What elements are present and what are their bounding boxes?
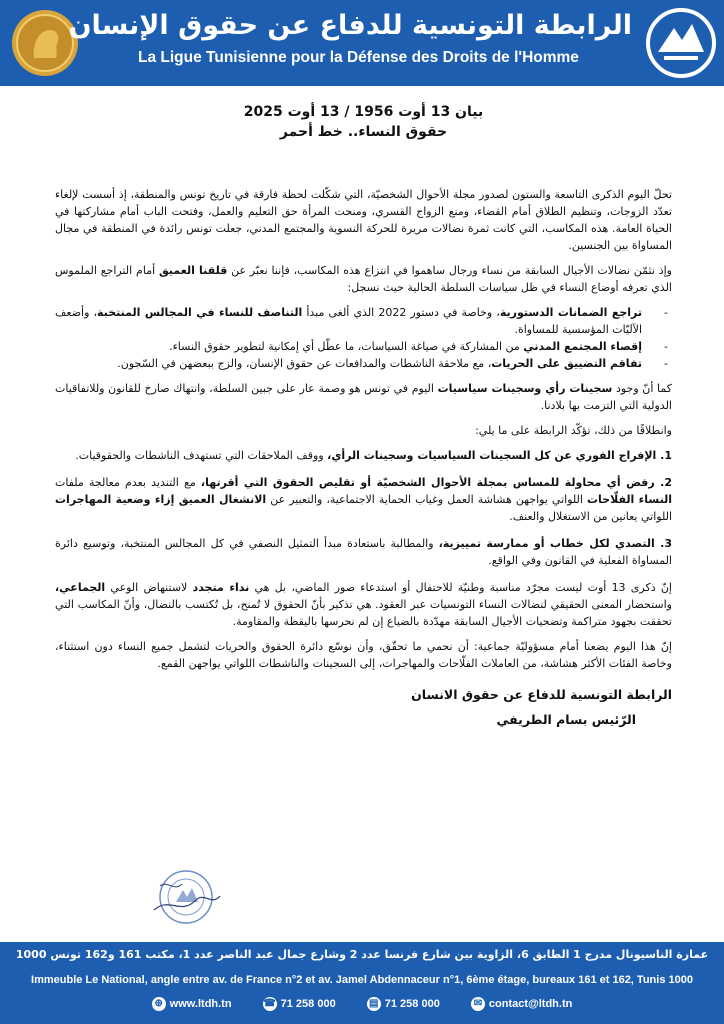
paragraph-responsibility: إنّ هذا اليوم يضعنا أمام مسؤوليّة جماعية: أن نحمي ما تحقّق، وأن نوسّع دائرة الحقوق والحريات لتشمل جميع النساء دون استثناء، وخاصة الفئات الأكثر هشاشة، من العاملات الفلّاحات والمهاجرات، إلى السجينات والناشطات اللواتي يواجهن القمع.: [55, 640, 672, 670]
paragraph-intro: تحلّ اليوم الذكرى التاسعة والستون لصدور مجلة الأحوال الشخصيّة، التي شكّلت لحظة فارقة في تاريخ تونس والمنطقة، إذ أسست لإلغاء تعدّد الزوجات، وتنظيم الطلاق أمام القضاء، ومنع الزواج القسري، ومنحت المرأة حق التعليم والعمل، وفتحت الباب أمام مشاركتها في الحياة العامة. هذه المكاسب، التي كانت ثمرة نضالات مريرة للحركة النسوية والمجتمع المدني، جعلت تونس رائدة في المنطقة في مجال المساواة بين الجنسين.: [55, 188, 672, 252]
list-item: - إقصاء المجتمع المدني من المشاركة في صياغة السياسات، ما عطّل أي إمكانية لتطوير حقوق النساء.: [55, 338, 642, 355]
website-link[interactable]: ⊕ www.ltdh.tn: [152, 997, 232, 1011]
list-item: - تراجع الضمانات الدستورية، وخاصة في دستور 2022 الذي ألغى مبدأ التناصف للنساء في المجالس المنتخبة، وأضعف الآليّات المؤسسية للمساواة.: [55, 304, 642, 338]
ltdh-logo-icon: [644, 6, 718, 80]
demand-item: 1. الإفراج الفوري عن كل السجينات السياسيات وسجينات الرأي، ووقف الملاحقات التي تستهدف الناشطات والحقوقيات.: [75, 449, 672, 462]
signature-organization: الرابطة التونسية للدفاع عن حقوق الانسان: [411, 687, 672, 702]
address-arabic: عمارة الناسيونال مدرج 1 الطابق 6، الزاوية بين شارع فرنسا عدد 2 وشارع جمال عبد الناصر عدد 1، مكتب 161 و162 تونس 1000: [15, 948, 709, 961]
ltdh-stamp-icon: [150, 866, 222, 928]
fax-number: ▤ 71 258 000: [367, 997, 440, 1011]
org-name-arabic: الرابطة التونسية للدفاع عن حقوق الإنسان: [68, 10, 632, 41]
paragraph-concern: وإذ نثمّن نضالات الأجيال السابقة من نساء ورجال ساهموا في انتزاع هذه المكاسب، فإننا نعبّر عن قلقنا العميق أمام التراجع الملموس الذي تعرفه أوضاع النساء في ظل سياسات السلطة الحالية حيث نسجل:: [55, 264, 672, 294]
globe-icon: ⊕: [152, 997, 166, 1011]
paragraph-demands-intro: وانطلاقًا من ذلك، تؤكّد الرابطة على ما يلي:: [475, 424, 672, 437]
address-french: Immeuble Le National, angle entre av. de France n°2 et av. Jamel Abdennaceur n°1, 6ème étage, bureaux 161 et 162, Tunis 1000: [31, 974, 693, 986]
statement-body: [55, 98, 672, 728]
paragraph-anniversary: إنّ ذكرى 13 أوت ليست مجرّد مناسبة وطنيّة للاحتفال أو استدعاء صور الماضي، بل هي نداء متجدد لاستنهاض الوعي الجماعي، واستحضار المعنى الحقيقي لنضالات النساء التونسيات عبر العقود. هي تذكير بأنّ الحقوق لا تُمنح، بل تُكتسب بالنضال، وأنّ المكاسب التي تحققت بجهود متراكمة وتضحيات الأجيال السابقة مهدّدة بالضياع إن لم نحرسها باليقظة والمقاومة.: [55, 581, 672, 628]
contact-bar: [0, 997, 724, 1011]
phone-number: ☎ 71 258 000: [263, 997, 336, 1010]
concerns-list: [55, 304, 672, 372]
footer-banner: [0, 942, 724, 1024]
phone-icon: ☎: [263, 998, 276, 1009]
statement-subtitle: حقوق النساء.. خط أحمر: [279, 124, 448, 140]
demand-item: 3. التصدي لكل خطاب أو ممارسة تمييزية، والمطالبة باستعادة مبدأ التمثيل النصفي في كل المجالس المنتخبة، وتوسيع دائرة المساواة الفعلية في القانون وفي الواقع.: [55, 537, 672, 567]
paragraph-prisoners: كما أنّ وجود سجينات رأي وسجينات سياسيات اليوم في تونس هو وصمة عار على جبين السلطة، وانتهاك صارخ للقانون وللاتفاقيات الدولية التي التزمت بها بلادنا.: [55, 382, 673, 412]
list-item: - تفاقم التضييق على الحريات، مع ملاحقة الناشطات والمدافعات عن حقوق الإنسان، والزج ببعضهن في السّجون.: [55, 355, 642, 372]
org-name-french: La Ligue Tunisienne pour la Défense des Droits de l'Homme: [138, 49, 579, 66]
statement-title: بيان 13 أوت 1956 / 13 أوت 2025: [243, 104, 484, 120]
signature-president: الرّئيس بسام الطريفي: [496, 712, 636, 727]
email-icon: ✉: [471, 997, 485, 1011]
email-link[interactable]: ✉ contact@ltdh.tn: [471, 997, 572, 1011]
header-banner: [0, 0, 724, 86]
fax-icon: ▤: [367, 997, 381, 1011]
demand-item: 2. رفض أي محاولة للمساس بمجلة الأحوال الشخصيّة أو تقليص الحقوق التي أقرتها، مع التنديد بعدم معالجة ملفات النساء الفلّاحات اللواتي يواجهن هشاشة العمل وغياب الحماية الاجتماعية، والتعبير عن الانشغال العميق إزاء وضعية المهاجرات اللواتي يعانين من الاستغلال والعنف.: [55, 476, 672, 523]
